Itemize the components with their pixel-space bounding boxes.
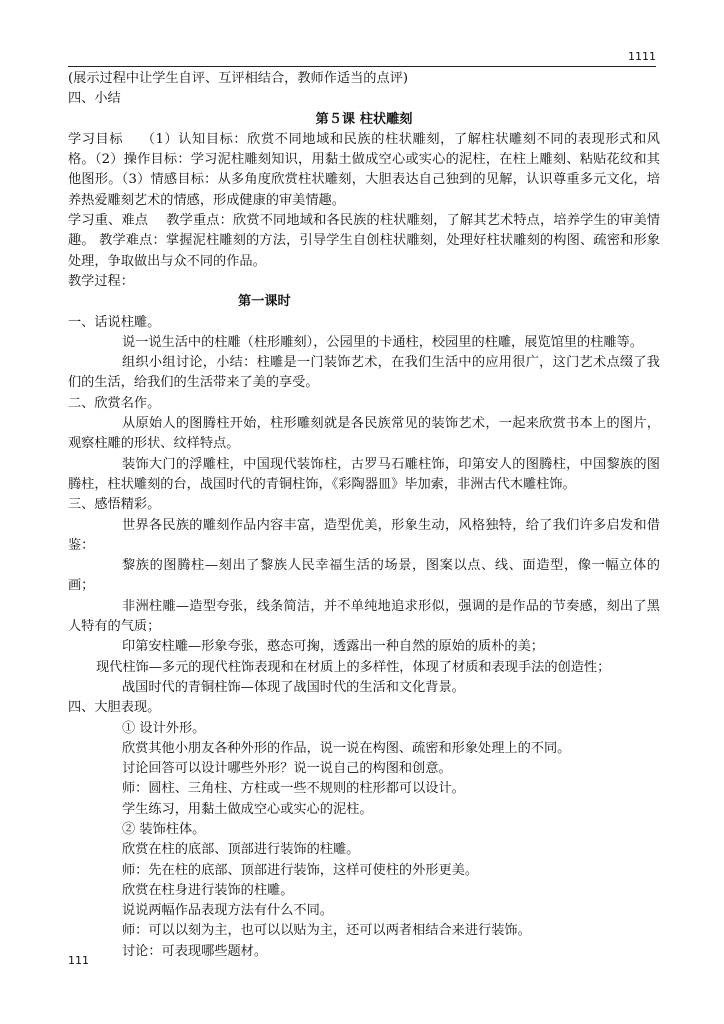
paragraph: 说一说生活中的柱雕（柱形雕刻），公园里的卡通柱，校园里的柱雕，展览馆里的柱雕等。 <box>122 334 643 350</box>
list-item: 欣赏在柱身进行装饰的柱雕。 <box>122 882 294 898</box>
list-item: 师：圆柱、三角柱、方柱或一些不规则的柱形都可以设计。 <box>122 781 465 797</box>
paragraph: (展示过程中让学生自评、互评相结合，教师作适当的点评) <box>68 71 408 86</box>
section-heading: 四、大胆表现。 <box>68 700 161 716</box>
header-rule <box>68 66 656 67</box>
key-points <box>68 211 660 272</box>
list-item: 说说两幅作品表现方法有什么不同。 <box>122 903 333 919</box>
paragraph: 教学过程： <box>68 273 134 289</box>
header-page-code: 1111 <box>628 50 656 63</box>
text: （1）认知目标：欣赏不同地域和民族的柱状雕刻，了解柱状雕刻不同的表现形式和风格。（2）操作目标：学习泥柱雕刻知识，用黏土做成空心或实心的泥柱，在柱上雕刻、粘贴花纹和其他图形。（3）情感目标：从多角度欣赏柱状雕刻，大胆表达自己独到的见解，认识尊重多元文化，培养热爱雕刻艺术的情感，形成健康的审美情趣。 <box>68 131 660 208</box>
list-item: 讨论回答可以设计哪些外形？说一说自己的构图和创意。 <box>122 761 452 777</box>
lesson-title: 第５课 柱状雕刻 <box>315 111 413 127</box>
paragraph: 印第安柱雕—形象夸张，憨态可掬，透露出一种自然的原始的质朴的美； <box>122 639 544 655</box>
paragraph: 世界各民族的雕刻作品内容丰富，造型优美，形象生动，风格独特，给了我们许多启发和借鉴： <box>68 517 660 553</box>
label: 学习重、难点 <box>68 213 149 229</box>
list-item: 欣赏其他小朋友各种外形的作品，说一说在构图、疏密和形象处理上的不同。 <box>122 740 571 756</box>
section-heading: 三、感悟精彩。 <box>68 497 161 513</box>
list-item: 学生练习，用黏土做成空心或实心的泥柱。 <box>122 801 373 817</box>
section-heading: 二、欣赏名作。 <box>68 395 161 411</box>
document-body <box>68 69 660 962</box>
learning-goals <box>68 130 660 211</box>
section-heading: 一、话说柱雕。 <box>68 314 161 330</box>
paragraph: 非洲柱雕—造型夸张，线条简洁，并不单纯地追求形似，强调的是作品的节奏感，刻出了黑人特有的气质； <box>68 598 660 635</box>
paragraph: 现代柱饰—多元的现代柱饰表现和在材质上的多样性，体现了材质和表现手法的创造性； <box>96 659 611 675</box>
list-item: ① 设计外形。 <box>122 720 206 736</box>
footer-page-code: 111 <box>68 954 89 967</box>
list-item: 师：先在柱的底部、顶部进行装饰，这样可使柱的外形更美。 <box>122 862 479 878</box>
paragraph: 组织小组讨论，小结：柱雕是一门装饰艺术，在我们生活中的应用很广，这门艺术点缀了我们的生活，给我们的生活带来了美的享受。 <box>68 355 660 391</box>
list-item: 师：可以以刻为主，也可以以贴为主，还可以两者相结合来进行装饰。 <box>122 923 531 939</box>
list-item: ② 装饰柱体。 <box>122 821 206 837</box>
list-item: 欣赏在柱的底部、顶部进行装饰的柱雕。 <box>122 842 360 858</box>
lesson-subtitle: 第一课时 <box>238 294 291 310</box>
paragraph: 战国时代的青铜柱饰—体现了战国时代的生活和文化背景。 <box>122 679 465 695</box>
section-heading: 四、小结 <box>68 91 121 107</box>
paragraph: 装饰大门的浮雕柱，中国现代装饰柱，古罗马石雕柱饰，印第安人的图腾柱，中国黎族的图腾柱，柱状雕刻的台，战国时代的青铜柱饰，《彩陶器皿》毕加索，非洲古代木雕柱饰。 <box>68 456 660 492</box>
paragraph: 从原始人的图腾柱开始，柱形雕刻就是各民族常见的装饰艺术，一起来欣赏书本上的图片，观察柱雕的形状、纹样特点。 <box>68 416 660 452</box>
text: 教学重点：欣赏不同地域和各民族的柱状雕刻，了解其艺术特点，培养学生的审美情趣。 教学难点：掌握泥柱雕刻的方法，引导学生自创柱状雕刻，处理好柱状雕刻的构图、疏密和形象处理，争取做出与众不同的作品。 <box>68 213 660 269</box>
label: 学习目标 <box>68 131 124 147</box>
list-item: 讨论：可表现哪些题材。 <box>122 943 268 959</box>
paragraph: 黎族的图腾柱—刻出了黎族人民幸福生活的场景，图案以点、线、面造型，像一幅立体的画； <box>68 558 660 594</box>
